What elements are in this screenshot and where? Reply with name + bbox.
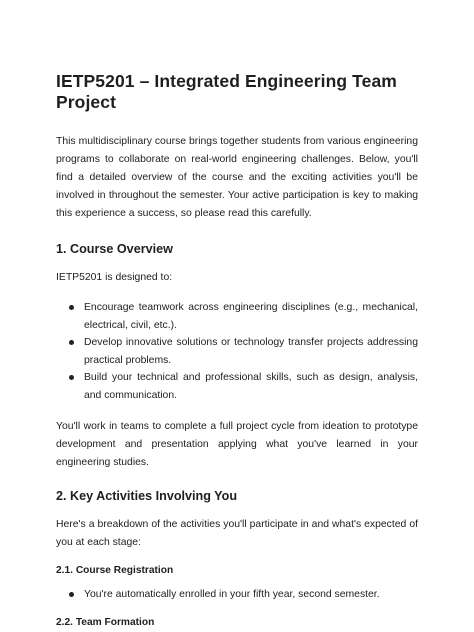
document-title: IETP5201 – Integrated Engineering Team Project — [56, 71, 397, 112]
list-item-text: You're automatically enrolled in your fifth year, second semester. — [84, 589, 380, 600]
intro-paragraph: This multidisciplinary course brings together students from various engineering programs to collaborate on real-world engineering challenges. Below, you'll find a detailed overview of the course and the exciting activities you'll be involved in throughout the semester. Your active participation is key to making this experience a success, so please read this carefully. — [56, 136, 418, 219]
list-item — [56, 369, 418, 404]
section-1-closing-paragraph: You'll work in teams to complete a full project cycle from ideation to prototype development and presentation applying what you've learned in your engineering studies. — [56, 421, 418, 468]
list-item-text: Encourage teamwork across engineering disciplines (e.g., mechanical, electrical, civil, etc.). — [84, 302, 418, 331]
section-1-heading: 1. Course Overview — [56, 242, 173, 256]
list-item — [56, 299, 418, 334]
section-2-heading: 2. Key Activities Involving You — [56, 489, 238, 503]
list-item-text: Build your technical and professional skills, such as design, analysis, and communication. — [84, 372, 418, 401]
subsection-2-1-heading: 2.1. Course Registration — [56, 565, 174, 576]
bullet-icon — [69, 305, 74, 310]
bullet-icon — [69, 340, 74, 345]
section-2-lead: Here's a breakdown of the activities you'll participate in and what's expected of you at each stage: — [56, 519, 418, 548]
subsection-2-1-bullet-list — [56, 586, 418, 604]
section-1-lead: IETP5201 is designed to: — [56, 272, 173, 283]
bullet-icon — [69, 375, 74, 380]
list-item — [56, 334, 418, 369]
subsection-2-2-heading: 2.2. Team Formation — [56, 616, 155, 628]
list-item — [56, 586, 418, 604]
bullet-icon — [69, 592, 74, 597]
list-item-text: Develop innovative solutions or technology transfer projects addressing practical problems. — [84, 337, 418, 366]
section-1-bullet-list — [56, 299, 418, 404]
